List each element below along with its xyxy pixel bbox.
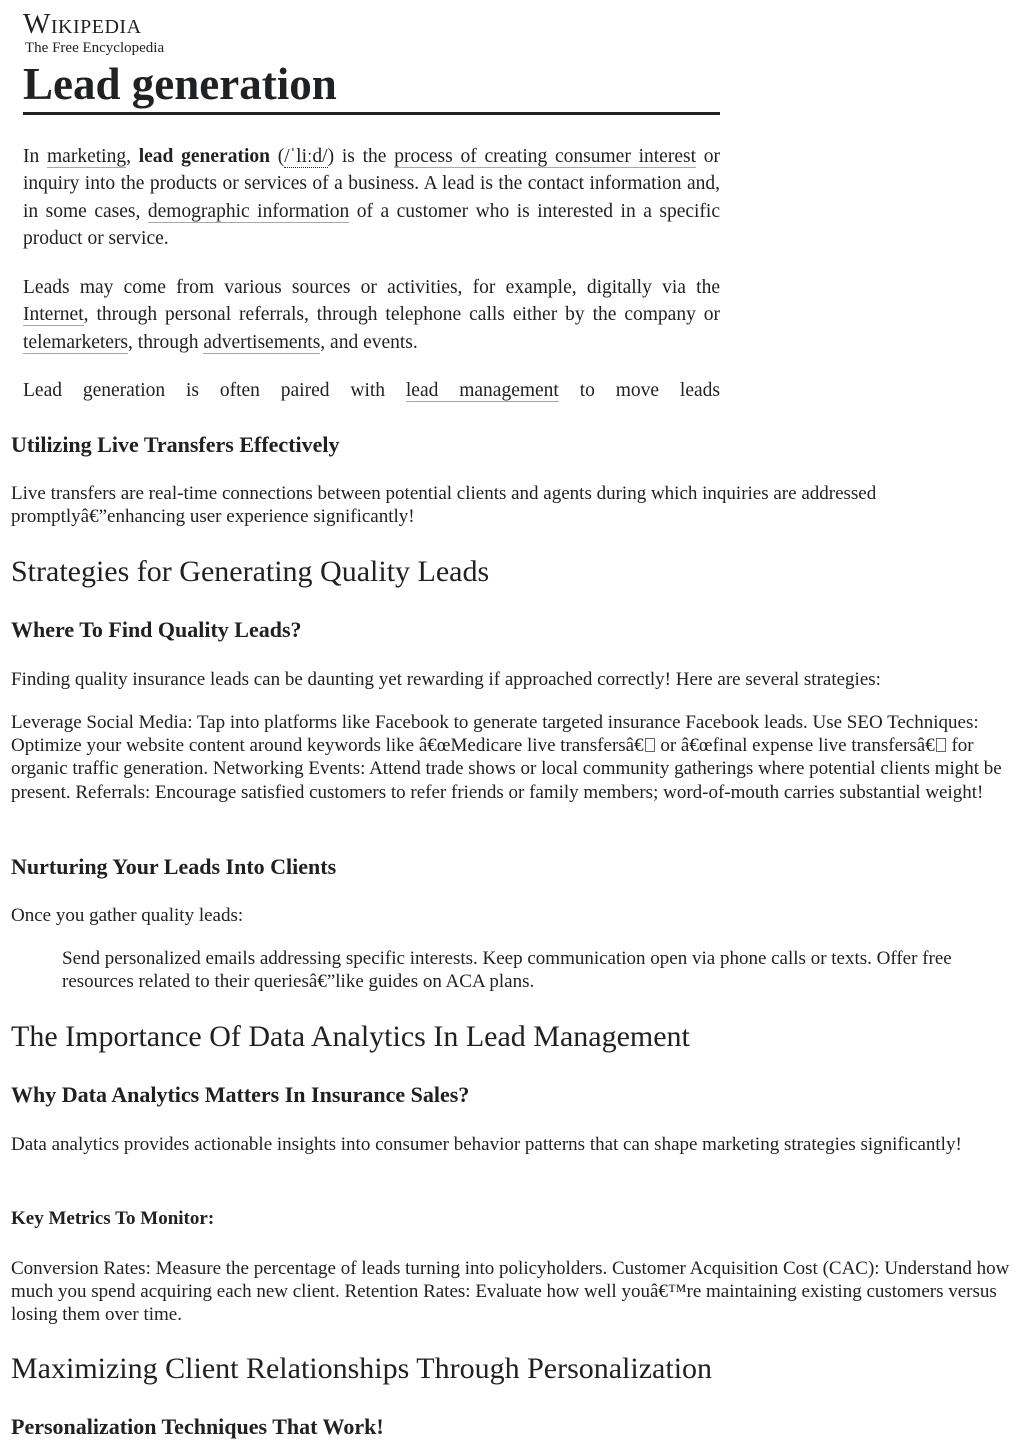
blockquote-send: Send personalized emails addressing specific interests. Keep communication open via phone calls or texts. Offer free resources related to their queriesâ€”like guides on ACA plans.	[62, 948, 952, 993]
lead-paragraph-2	[23, 274, 720, 356]
page-title: Lead generation	[23, 59, 337, 109]
text: Lead generation is often paired with	[23, 380, 406, 401]
lead-paragraph-3	[23, 377, 720, 405]
text: , and events.	[320, 331, 418, 353]
heading-importance: The Importance Of Data Analytics In Lead Management	[11, 1020, 690, 1053]
bold-term: lead generation	[138, 146, 270, 167]
missing-glyph-icon	[936, 738, 946, 752]
wikipedia-logo[interactable]: Wikipedia	[23, 8, 142, 40]
heading-live-transfers: Utilizing Live Transfers Effectively	[11, 432, 340, 457]
lead-paragraph-1	[23, 143, 720, 252]
link-lead-management[interactable]: lead management	[405, 380, 559, 401]
text: In	[23, 146, 48, 167]
text: Leads may come from various sources or activities, for example, digitally via the	[23, 277, 720, 298]
text: or inquiry into the products or services of a business. A lead is the contact information and, in some cases,	[23, 146, 721, 222]
heading-personalization-techniques: Personalization Techniques That Work!	[11, 1414, 384, 1439]
paragraph-finding: Finding quality insurance leads can be daunting yet rewarding if approached correctly! Here are several strategies:	[11, 669, 881, 690]
link-marketing[interactable]: marketing	[47, 146, 127, 167]
text: Leverage Social Media: Tap into platforms like Facebook to generate targeted insurance Facebook leads. Use SEO Techniques: Optimize your website content around keywords like â€œMedicare live transfersâ€	[11, 712, 979, 757]
text: or â€œfinal expense live transfersâ€	[655, 735, 935, 757]
text: (	[269, 146, 285, 167]
text: ) is the	[327, 146, 395, 167]
paragraph-leverage	[11, 711, 1011, 804]
heading-key-metrics: Key Metrics To Monitor:	[11, 1208, 215, 1229]
ipa-pronunciation[interactable]: /ˈliːd/	[284, 146, 328, 167]
text: of a customer who is interested in a specific product or service.	[23, 200, 720, 249]
missing-glyph-icon	[645, 738, 655, 752]
paragraph-live-transfers: Live transfers are real-time connections between potential clients and agents during which inquiries are addressed promptlyâ€”enhancing user experience significantly!	[11, 483, 877, 528]
heading-strategies: Strategies for Generating Quality Leads	[11, 555, 490, 588]
paragraph-once: Once you gather quality leads:	[11, 905, 244, 926]
text: , through personal referrals, through telephone calls either by the company or	[83, 304, 720, 326]
wiki-header	[23, 8, 720, 115]
heading-nurturing: Nurturing Your Leads Into Clients	[11, 854, 337, 879]
link-demographic-information[interactable]: demographic information	[147, 200, 350, 222]
heading-maximizing: Maximizing Client Relationships Through Personalization	[11, 1352, 713, 1385]
link-process[interactable]: process of creating consumer interest	[394, 146, 696, 167]
text: to move leads	[558, 380, 720, 401]
paragraph-conversion: Conversion Rates: Measure the percentage of leads turning into policyholders. Customer Acquisition Cost (CAC): Understand how much you spend acquiring each new client. Retention Rates: Evaluate how well youâ€™re maintaining existing customers versus losing them over time.	[11, 1258, 1010, 1326]
title-divider	[23, 112, 720, 115]
text: , through	[128, 331, 204, 353]
heading-where-to-find: Where To Find Quality Leads?	[11, 617, 302, 642]
text: for organic traffic generation. Networking Events: Attend trade shows or local community gatherings where potential clients might be present. Referrals: Encourage satisfied customers to refer friends or family members; word-of-mouth carries substantial weight!	[11, 735, 1002, 803]
link-internet[interactable]: Internet	[23, 304, 84, 326]
link-advertisements[interactable]: advertisements	[203, 331, 321, 353]
wikipedia-tagline: The Free Encyclopedia	[25, 40, 165, 56]
text: ,	[126, 146, 139, 167]
paragraph-data-analytics: Data analytics provides actionable insights into consumer behavior patterns that can shape marketing strategies significantly!	[11, 1134, 962, 1155]
heading-why-analytics: Why Data Analytics Matters In Insurance Sales?	[11, 1082, 470, 1107]
link-telemarketers[interactable]: telemarketers	[23, 331, 129, 353]
